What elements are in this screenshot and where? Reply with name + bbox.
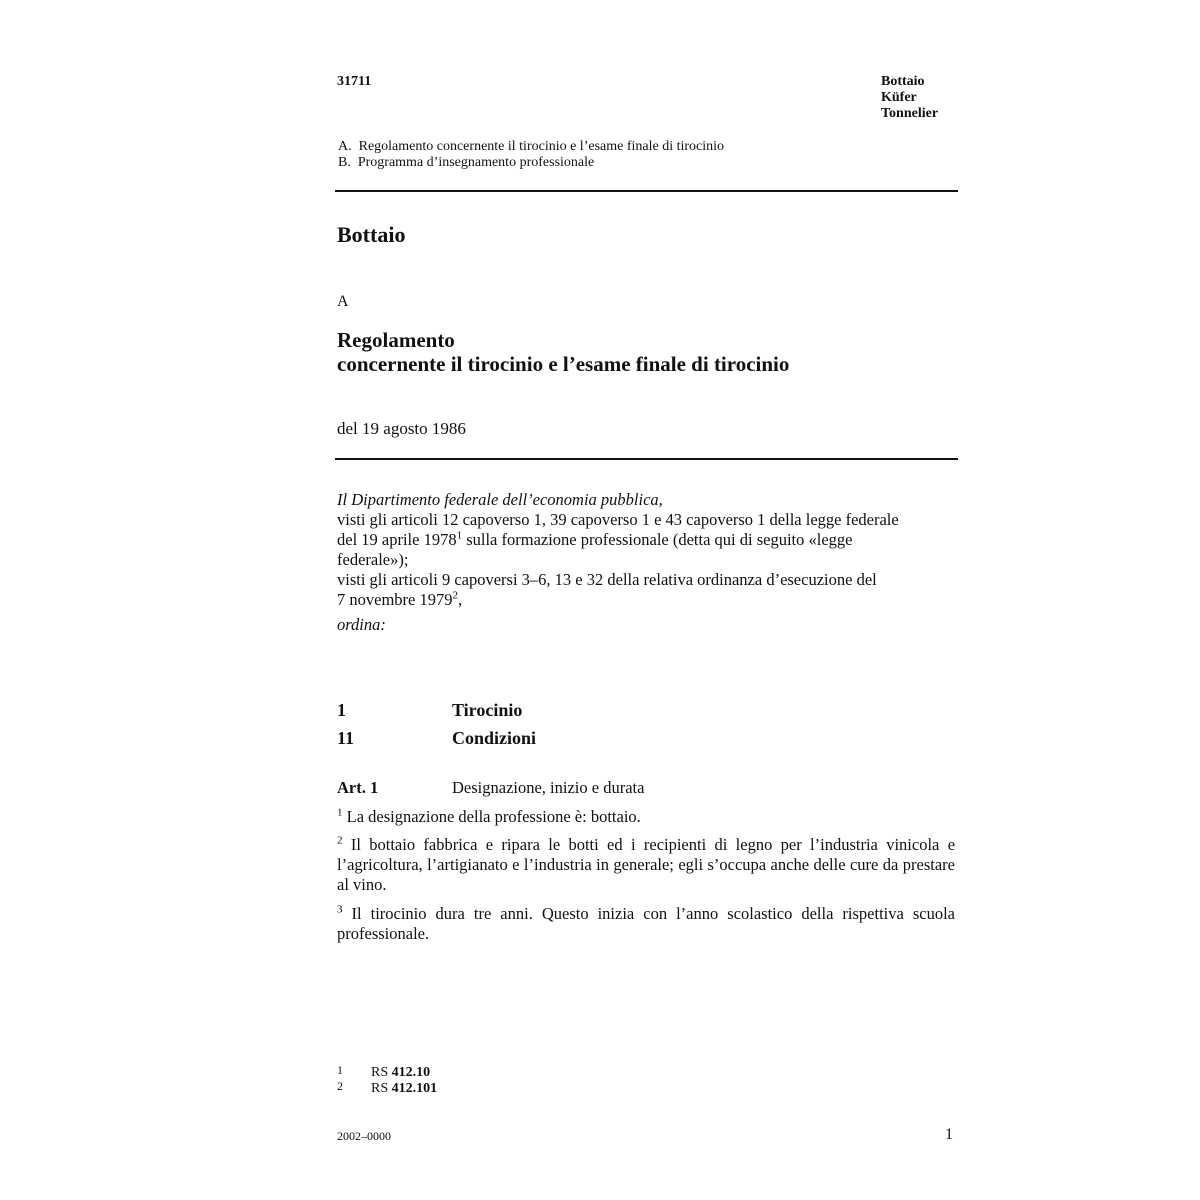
footnote-prefix: RS — [371, 1065, 392, 1080]
article-paragraph-3 — [337, 904, 955, 944]
title-divider — [335, 458, 958, 460]
paragraph-number: 3 — [337, 903, 343, 916]
paragraph-text: Il tirocinio dura tre anni. Questo inizia con l’anno scolastico della rispettiva scuola professionale. — [337, 904, 955, 943]
regulation-date: del 19 agosto 1986 — [337, 419, 466, 438]
document-number: 31711 — [337, 74, 372, 89]
article-title: Designazione, inizio e durata — [452, 778, 645, 797]
footer-code: 2002–0000 — [337, 1129, 391, 1143]
preamble-visti-2-line2 — [337, 590, 967, 610]
preamble-visti-1-line3: federale»); — [337, 550, 409, 569]
paragraph-text: La designazione della professione è: bottaio. — [346, 807, 641, 826]
section-number-11: 11 — [337, 728, 355, 748]
preamble-visti-1-line2 — [337, 530, 967, 550]
profession-titles — [881, 74, 938, 122]
contents-item-b: B. Programma d’insegnamento professionale — [338, 155, 595, 170]
footnote-2 — [371, 1081, 437, 1097]
footnote-number-2: 2 — [337, 1079, 343, 1093]
text-segment: del 19 aprile 1978 — [337, 530, 457, 549]
footnote-ref: 412.101 — [391, 1081, 438, 1096]
paragraph-text: Il bottaio fabbrica e ripara le botti ed i recipienti di legno per l’industria vinicola e l’agricoltura, l’artigianato e l’industria in generale; egli s’occupa anche delle cure da prestare al vino. — [337, 835, 956, 894]
footnote-ref-1: 1 — [456, 529, 463, 542]
article-paragraph-1 — [337, 807, 955, 827]
document-title: Bottaio — [337, 222, 406, 247]
preamble-visti-2-line1: visti gli articoli 9 capoversi 3–6, 13 e 32 della relativa ordinanza d’esecuzione del — [337, 570, 877, 589]
footnote-prefix: RS — [371, 1081, 392, 1096]
section-title-1: Tirocinio — [452, 700, 523, 720]
regulation-title-line2: concernente il tirocinio e l’esame finale di tirocinio — [337, 352, 790, 376]
article-label: Art. 1 — [337, 778, 379, 797]
contents-item-a: A. Regolamento concernente il tirocinio e l’esame finale di tirocinio — [338, 139, 725, 154]
section-title-11: Condizioni — [452, 728, 537, 748]
text-segment: 7 novembre 1979 — [337, 590, 453, 609]
article-paragraph-2 — [337, 835, 955, 895]
footnote-1 — [371, 1065, 430, 1081]
footnote-number-1: 1 — [337, 1063, 343, 1077]
footnote-ref-2: 2 — [452, 589, 458, 602]
title-de: Küfer — [881, 90, 917, 105]
preamble-ordina: ordina: — [337, 615, 386, 634]
preamble-authority: Il Dipartimento federale dell’economia pubblica, — [337, 490, 663, 509]
contents-list — [338, 139, 724, 171]
page-number: 1 — [945, 1126, 953, 1143]
paragraph-number: 2 — [337, 834, 343, 847]
header-divider — [335, 190, 958, 192]
footnote-ref: 412.10 — [391, 1065, 431, 1080]
text-segment: sulla formazione professionale (detta qui di seguito «legge — [462, 530, 853, 549]
section-number-1: 1 — [337, 700, 346, 720]
part-letter: A — [337, 293, 349, 310]
regulation-title — [337, 328, 789, 376]
preamble — [337, 490, 967, 635]
regulation-title-line1: Regolamento — [337, 328, 455, 352]
title-fr: Tonnelier — [881, 106, 939, 121]
paragraph-number: 1 — [337, 806, 343, 819]
preamble-visti-1-line1: visti gli articoli 12 capoverso 1, 39 capoverso 1 e 43 capoverso 1 della legge federale — [337, 510, 899, 529]
text-segment: , — [457, 590, 463, 609]
title-it: Bottaio — [881, 74, 925, 89]
